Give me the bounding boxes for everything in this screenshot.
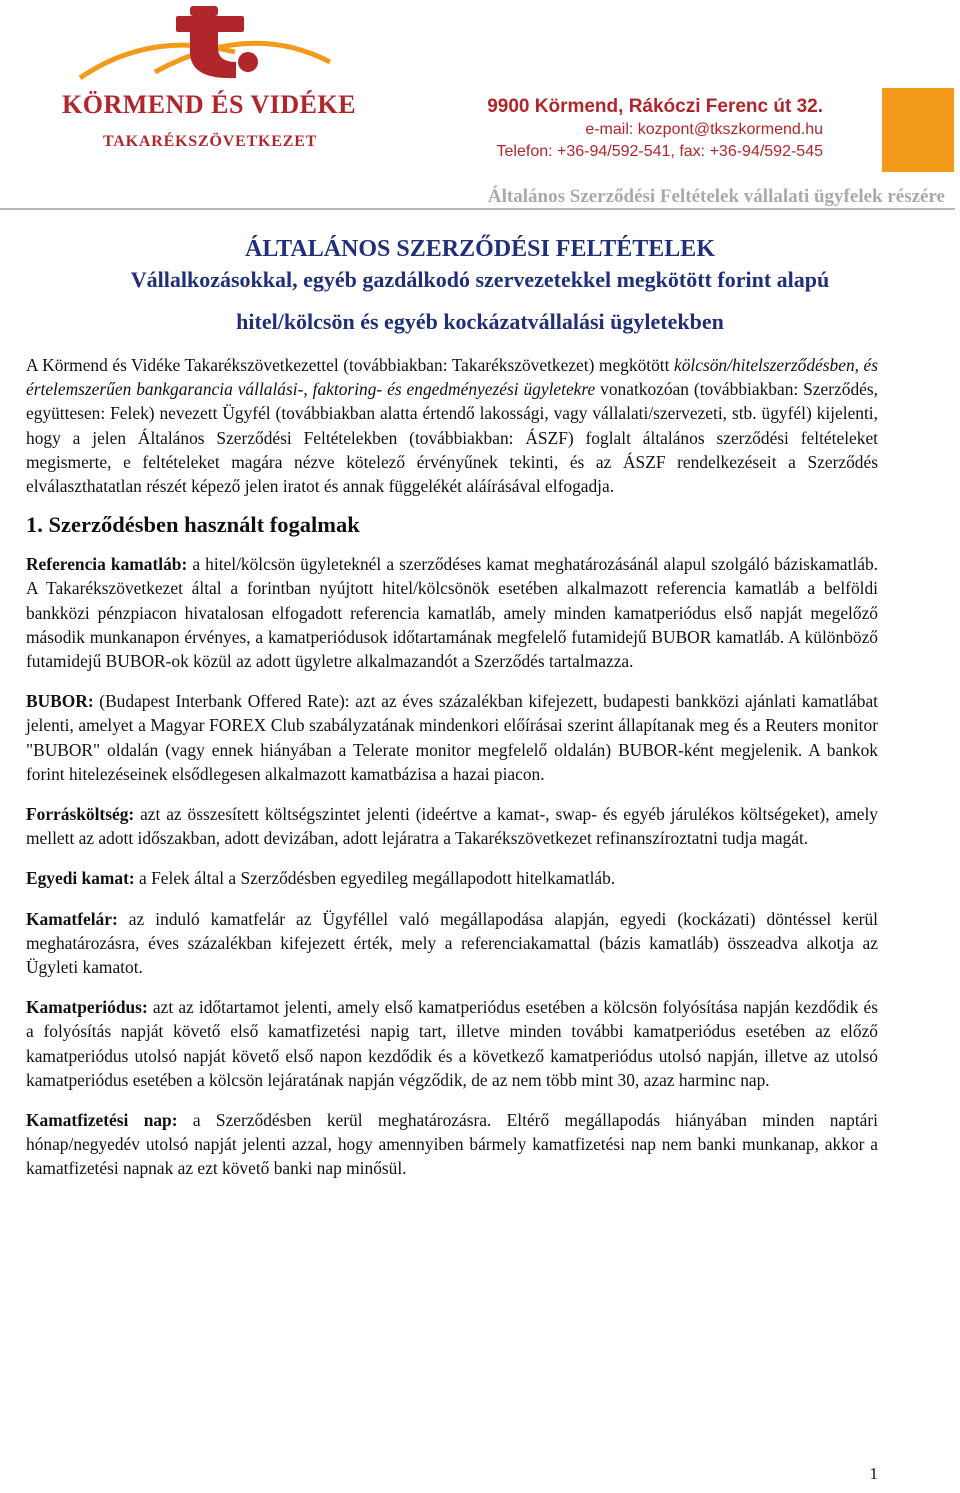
definition-reference-rate: [26, 552, 878, 673]
definition-funding-cost: [26, 802, 878, 850]
contact-block: [487, 95, 823, 163]
section-heading: 1. Szerződésben használt fogalmak: [26, 512, 360, 538]
phone-fax: Telefon: +36-94/592-541, fax: +36-94/592-545: [496, 143, 823, 160]
header-caption: Általános Szerződési Feltételek vállalati ügyfelek részére: [487, 186, 945, 207]
definition-text: az induló kamatfelár az Ügyféllel való megállapodása alapján, egyedi (kockázati) döntéssel kerül meghatározásra, éves százalékban kifejezett érték, mely a referenciakamattal (bázis kamatláb) összeadva alkotja az Ügyleti kamatot.: [26, 908, 878, 978]
org-name: KÖRMEND ÉS VIDÉKE: [62, 90, 357, 119]
definition-text: azt az időtartamot jelenti, amely első kamatperiódus esetében a kölcsön folyósítása napján kezdődik és a folyósítás napját követő első kamatfizetési napig tart, illetve minden további kamatperiódus esetében az előző kamatperiódus utolsó napját követő első napon kezdődik és a következő kamatperiódus utolsó napján, illetve az utolsó kamatperiódus esetében a kölcsön lejáratának napján végződik, de az nem több mint 30, azaz harminc nap.: [26, 997, 878, 1090]
definition-individual-rate: [26, 866, 878, 890]
definition-text: azt az összesített költségszintet jelenti (ideértve a kamat-, swap- és egyéb járulékos költségeket), amely mellett az adott időszakban, adott devizában, adott lejáratra a Takarékszövetkezet refinanszíroztatni tudja magát.: [26, 804, 878, 849]
document-title: [0, 233, 960, 337]
definition-term: Kamatfelár:: [26, 908, 118, 929]
definition-term: Referencia kamatláb:: [26, 554, 188, 575]
definition-margin: [26, 907, 878, 980]
header-divider: [0, 208, 955, 210]
definition-term: BUBOR:: [26, 691, 94, 712]
logo-mark-icon: [60, 0, 360, 95]
address: 9900 Körmend, Rákóczi Ferenc út 32.: [487, 96, 823, 117]
bank-logo: [60, 0, 360, 160]
definition-term: Forrásköltség:: [26, 804, 135, 825]
title-line-2: Vállalkozásokkal, egyéb gazdálkodó szervezetekkel megkötött forint alapú: [130, 267, 830, 292]
definition-bubor: [26, 689, 878, 786]
page-number: 1: [869, 1464, 878, 1483]
definition-text: a Felek által a Szerződésben egyedileg megállapodott hitelkamatláb.: [134, 868, 616, 889]
intro-paragraph: [26, 353, 878, 498]
definition-text: (Budapest Interbank Offered Rate): azt az éves százalékban kifejezett, budapesti bankközi ajánlati kamatlábat jelenti, amelyet a Magyar FOREX Club szabályzatának mindenkori előírásai szerint állapítanak meg és a Reuters monitor "BUBOR" oldalán (vagy ennek hiányában a Telerate monitor megfelelő oldalán) BUBOR-ként megjelenik. A bankok forint hitelezéseinek elsődlegesen alkalmazott kamatbázisa a hazai piacon.: [26, 691, 878, 784]
org-subtitle: TAKARÉKSZÖVETKEZET: [103, 133, 318, 150]
intro-text-2: vonatkozóan (továbbiakban: Szerződés, együttesen: Felek) nevezett Ügyfél (továbbiakban alatta értendő lakossági, vagy vállalati/szervezeti, stb. ügyfél) kijelenti, hogy a jelen Általános Szerződési Feltételekben (továbbiakban: ÁSZF) foglalt általános szerződési feltételeket megismerte, e feltételeket magára nézve kötelező érvényűnek tekinti, és az ÁSZF rendelkezéseit a Szerződés elválaszthatatlan részét képező jelen iratot és annak függelékét aláírásával elfogadja.: [26, 379, 878, 497]
title-line-1: ÁLTALÁNOS SZERZŐDÉSI FELTÉTELEK: [245, 236, 715, 262]
intro-italic: kölcsön/hitelszerződésben, és értelemszerűen bankgarancia vállalási-, faktoring- és engedményezési ügyletekre: [26, 355, 879, 400]
definition-term: Kamatfizetési nap:: [26, 1110, 178, 1131]
title-line-3: hitel/kölcsön és egyéb kockázatvállalási ügyletekben: [236, 309, 724, 334]
orange-accent-block: [882, 88, 954, 172]
definition-term: Egyedi kamat:: [26, 868, 135, 889]
email: e-mail: kozpont@tkszkormend.hu: [585, 121, 823, 138]
definition-term: Kamatperiódus:: [26, 997, 148, 1018]
intro-text-1: A Körmend és Vidéke Takarékszövetkezettel (továbbiakban: Takarékszövetkezet) megkötött: [26, 355, 674, 375]
definition-interest-period: [26, 995, 878, 1092]
document-body: [26, 353, 878, 1197]
definition-payment-day: [26, 1108, 878, 1181]
definition-text: a hitel/kölcsön ügyleteknél a szerződéses kamat meghatározásánál alapul szolgáló báziskamatláb. A Takarékszövetkezet által a forintban nyújtott hitel/kölcsönök esetében alkalmazott referencia kamatláb a belföldi bankközi pénzpiacon hivatalosan elfogadott referencia kamatláb, amely minden kamatperiódus első napját megelőző második munkanapon érvényes, a kamatperiódusok időtartamának megfelelő futamidejű BUBOR kamatláb. A különböző futamidejű BUBOR-ok közül az adott ügyletre alkalmazandót a Szerződés tartalmazza.: [26, 554, 879, 672]
definition-text: a Szerződésben kerül meghatározásra. Eltérő megállapodás hiányában minden naptári hónap/negyedév utolsó napját jelenti azzal, hogy amennyiben bármely kamatfizetési nap nem banki munkanap, akkor a kamatfizetési napnak az ezt követő banki nap minősül.: [26, 1110, 878, 1179]
